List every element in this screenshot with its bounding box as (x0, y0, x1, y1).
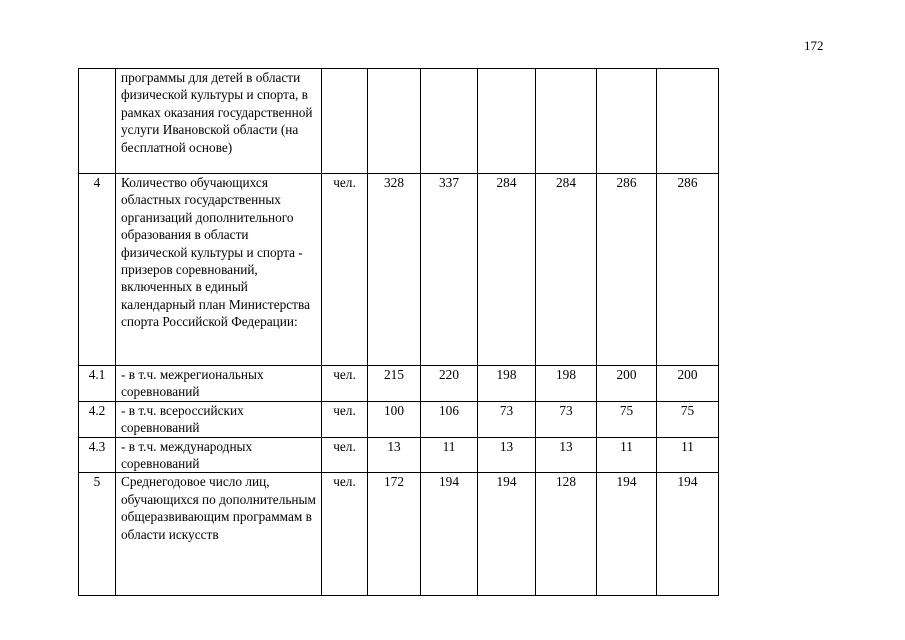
row-value: 100 (368, 401, 421, 437)
row-value: 75 (657, 401, 719, 437)
row-value (368, 69, 421, 174)
row-number: 4.1 (79, 366, 116, 402)
row-value (597, 69, 657, 174)
row-value (536, 69, 597, 174)
row-value: 13 (536, 437, 597, 473)
row-value: 215 (368, 366, 421, 402)
row-description: - в т.ч. всероссийских соревнований (116, 401, 322, 437)
row-value: 194 (657, 473, 719, 596)
row-value: 75 (597, 401, 657, 437)
row-value: 200 (657, 366, 719, 402)
row-unit: чел. (322, 401, 368, 437)
row-value (421, 69, 478, 174)
table-row (79, 437, 719, 473)
table-row (79, 366, 719, 402)
row-value: 284 (478, 174, 536, 366)
row-value: 198 (478, 366, 536, 402)
row-value: 220 (421, 366, 478, 402)
row-value: 106 (421, 401, 478, 437)
row-value: 128 (536, 473, 597, 596)
row-number (79, 69, 116, 174)
row-description: программы для детей в области физической культуры и спорта, в рамках оказания государственной услуги Ивановской области (на бесплатной основе) (116, 69, 322, 174)
row-number: 4.2 (79, 401, 116, 437)
row-unit: чел. (322, 174, 368, 366)
row-description: Количество обучающихся областных государственных организаций дополнительного образования в области физической культуры и спорта - призеров соревнований, включенных в единый календарный план Министерства спорта Российской Федерации: (116, 174, 322, 366)
row-value: 194 (597, 473, 657, 596)
row-value: 284 (536, 174, 597, 366)
row-value: 11 (421, 437, 478, 473)
row-value: 73 (536, 401, 597, 437)
row-value: 172 (368, 473, 421, 596)
row-description: - в т.ч. межрегиональных соревнований (116, 366, 322, 402)
row-unit: чел. (322, 437, 368, 473)
row-number: 4 (79, 174, 116, 366)
row-value: 11 (597, 437, 657, 473)
table-row (79, 401, 719, 437)
row-value: 194 (421, 473, 478, 596)
row-value: 194 (478, 473, 536, 596)
row-description: - в т.ч. международных соревнований (116, 437, 322, 473)
table-row (79, 174, 719, 366)
row-value (478, 69, 536, 174)
row-number: 5 (79, 473, 116, 596)
row-number: 4.3 (79, 437, 116, 473)
row-value: 13 (368, 437, 421, 473)
table-row (79, 69, 719, 174)
row-value (657, 69, 719, 174)
row-unit (322, 69, 368, 174)
row-description: Среднегодовое число лиц, обучающихся по дополнительным общеразвивающим программам в области искусств (116, 473, 322, 596)
row-value: 198 (536, 366, 597, 402)
row-unit: чел. (322, 366, 368, 402)
row-value: 11 (657, 437, 719, 473)
row-unit: чел. (322, 473, 368, 596)
row-value: 337 (421, 174, 478, 366)
row-value: 286 (657, 174, 719, 366)
row-value: 286 (597, 174, 657, 366)
row-value: 13 (478, 437, 536, 473)
row-value: 328 (368, 174, 421, 366)
table-row (79, 473, 719, 596)
row-value: 200 (597, 366, 657, 402)
indicators-table (78, 68, 719, 596)
page-number: 172 (804, 38, 824, 53)
row-value: 73 (478, 401, 536, 437)
